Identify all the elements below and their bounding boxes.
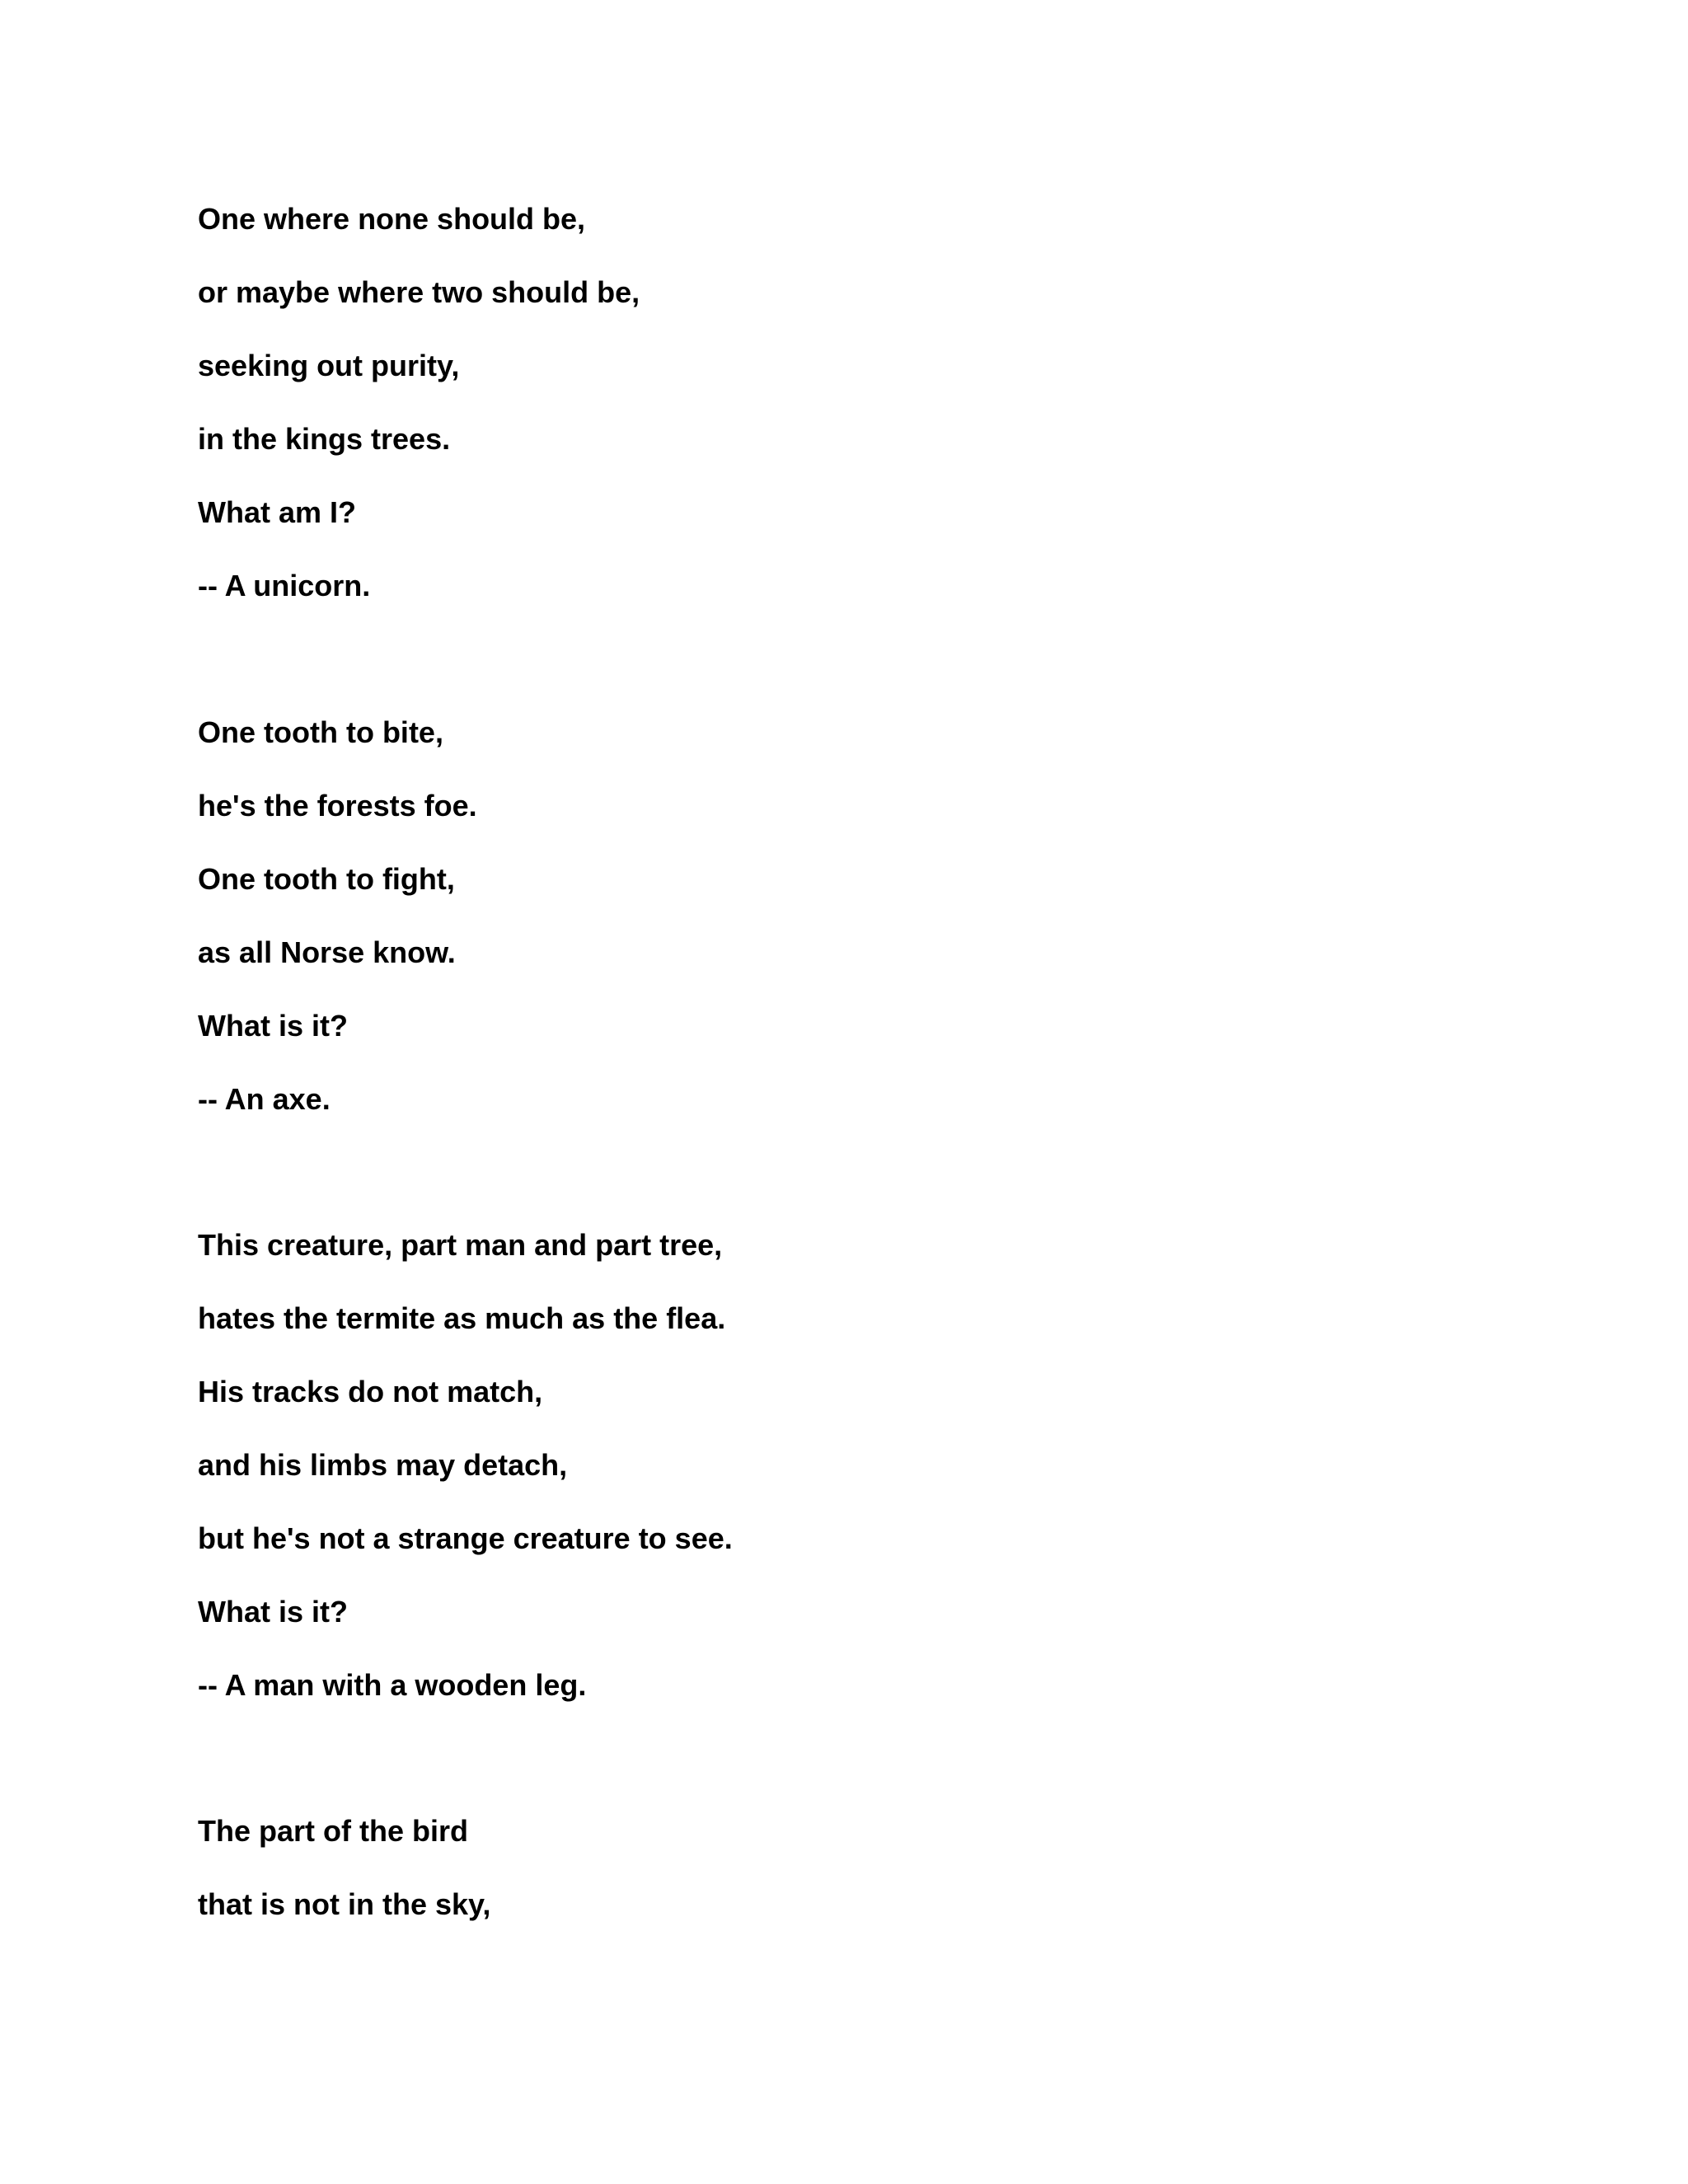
riddle-2-line-1: One tooth to bite, bbox=[198, 715, 443, 749]
riddle-3-line-1: This creature, part man and part tree, bbox=[198, 1228, 723, 1262]
riddle-2-answer: -- An axe. bbox=[198, 1082, 331, 1116]
riddle-3-line-3: His tracks do not match, bbox=[198, 1375, 543, 1408]
riddle-1-answer: -- A unicorn. bbox=[198, 569, 371, 602]
riddle-2-line-5: What is it? bbox=[198, 1009, 348, 1043]
riddle-1-line-4: in the kings trees. bbox=[198, 422, 451, 456]
riddle-3-answer: -- A man with a wooden leg. bbox=[198, 1668, 587, 1702]
riddle-2-line-3: One tooth to fight, bbox=[198, 862, 455, 896]
riddle-1-line-3: seeking out purity, bbox=[198, 349, 460, 382]
riddle-3-line-5: but he's not a strange creature to see. bbox=[198, 1521, 733, 1555]
riddle-4-line-1: The part of the bird bbox=[198, 1814, 468, 1848]
riddle-3-line-6: What is it? bbox=[198, 1595, 348, 1629]
riddle-3-line-2: hates the termite as much as the flea. bbox=[198, 1301, 726, 1335]
riddle-4-line-2: that is not in the sky, bbox=[198, 1887, 491, 1921]
riddle-2-line-4: as all Norse know. bbox=[198, 935, 456, 969]
riddle-1-line-1: One where none should be, bbox=[198, 202, 586, 236]
riddle-1-line-2: or maybe where two should be, bbox=[198, 275, 640, 309]
riddle-2-line-2: he's the forests foe. bbox=[198, 789, 477, 823]
riddle-3-line-4: and his limbs may detach, bbox=[198, 1448, 568, 1482]
riddle-1-line-5: What am I? bbox=[198, 495, 357, 529]
